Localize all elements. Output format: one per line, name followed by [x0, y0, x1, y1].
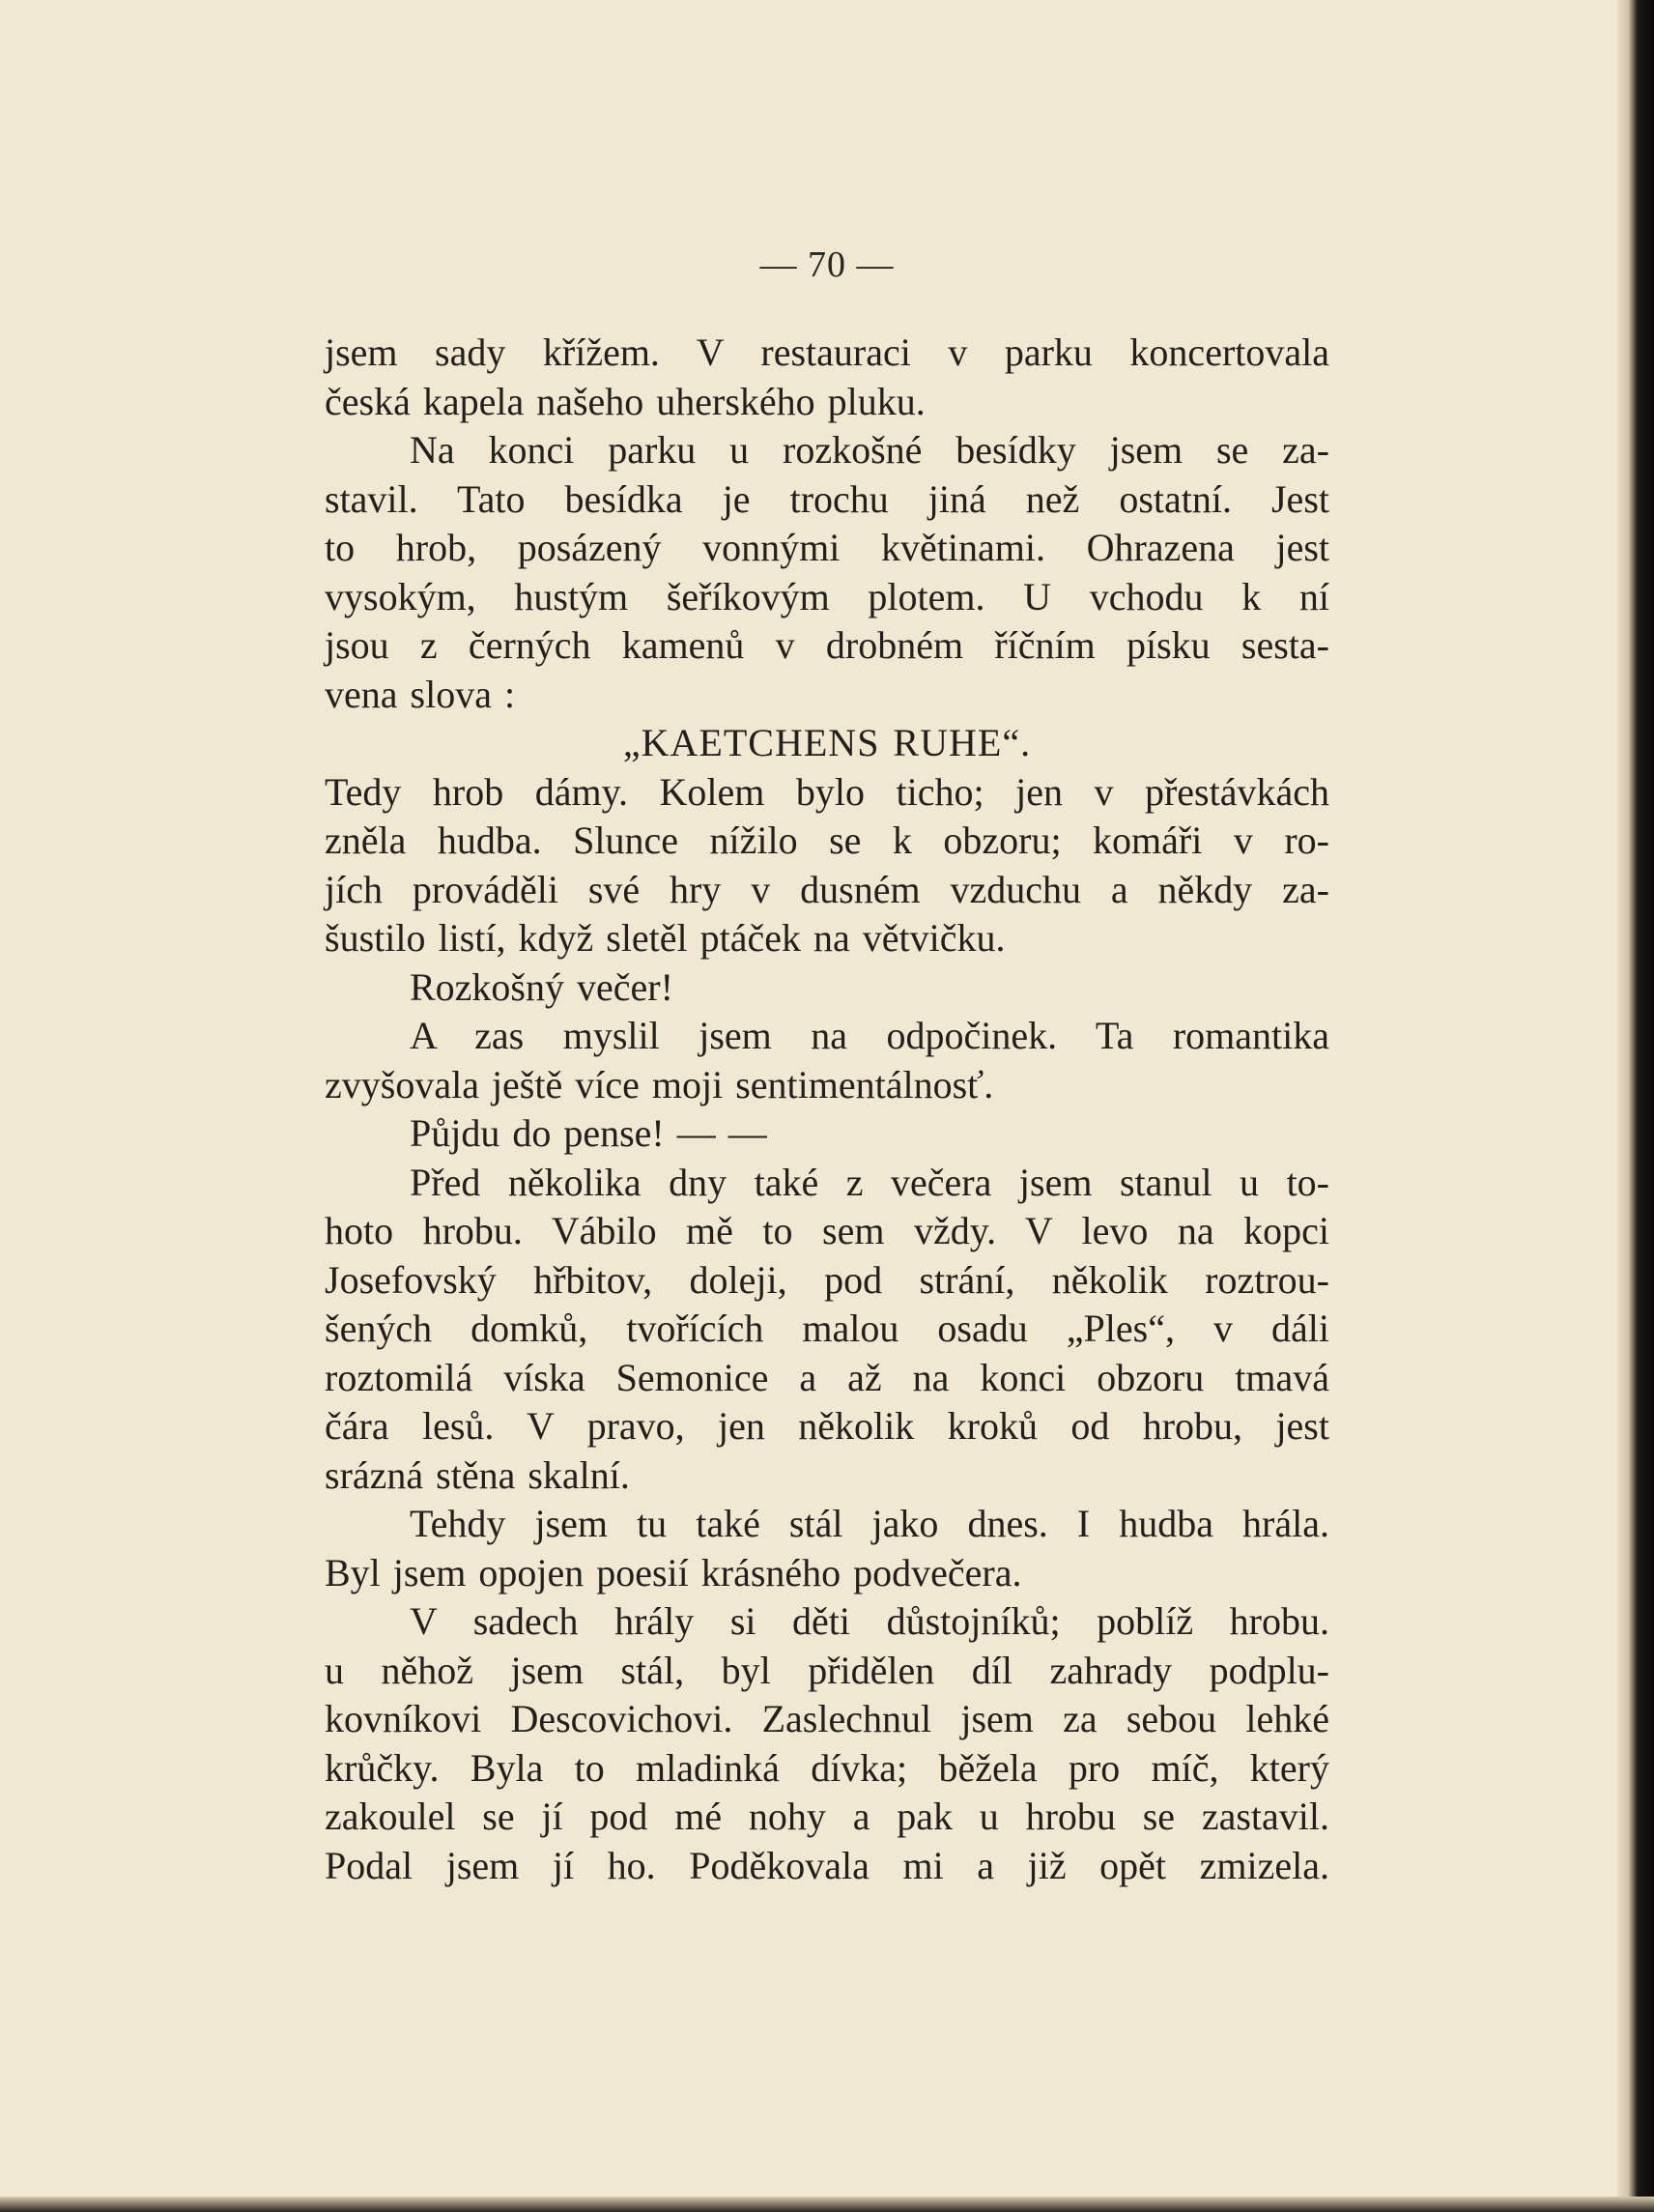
text-line: Rozkošný večer!	[410, 964, 673, 1009]
text-line: Tedy hrob dámy. Kolem bylo ticho; jen v přestávkách	[325, 769, 1329, 814]
text-line: V sadech hrály si děti důstojníků; poblíž hrobu.	[410, 1599, 1329, 1643]
text-line: stavil. Tato besídka je trochu jiná než ostatní. Jest	[325, 476, 1329, 521]
text-line: hoto hrobu. Vábilo mě to sem vždy. V levo na kopci	[325, 1209, 1329, 1252]
text-line: srázná stěna skalní.	[325, 1452, 630, 1497]
text-line: jsou z černých kamenů v drobném říčním písku sesta-	[325, 623, 1329, 667]
body-text	[325, 329, 1329, 1890]
centered-inscription: „KAETCHENS RUHE“.	[622, 721, 1032, 764]
text-line: Půjdu do pense! — —	[410, 1111, 767, 1155]
page-binding-edge	[1617, 0, 1654, 2212]
text-line: zakoulel se jí pod mé nohy a pak u hrobu se zastavil.	[325, 1795, 1329, 1838]
text-line: vysokým, hustým šeříkovým plotem. U vchodu k ní	[325, 574, 1329, 618]
text-line: roztomilá víska Semonice a až na konci obzoru tmavá	[325, 1355, 1329, 1399]
text-line: jsem sady křížem. V restauraci v parku koncertovala	[325, 330, 1329, 374]
text-line: u něhož jsem stál, byl přidělen díl zahrady podplu-	[325, 1648, 1329, 1692]
text-line: Podal jsem jí ho. Poděkovala mi a již opět zmizela.	[325, 1843, 1329, 1887]
text-line: A zas myslil jsem na odpočinek. Ta romantika	[410, 1014, 1329, 1057]
page-number: — 70 —	[759, 244, 895, 285]
text-line: jích prováděli své hry v dusném vzduchu a někdy za-	[325, 867, 1329, 911]
text-line: šustilo listí, když sletěl ptáček na větvičku.	[325, 916, 1006, 960]
text-line: šených domků, tvořících malou osadu „Ples“, v dáli	[325, 1307, 1329, 1350]
text-line: vena slova :	[325, 672, 516, 716]
text-line: to hrob, posázený vonnými květinami. Ohrazena jest	[325, 526, 1329, 569]
text-line: Před několika dny také z večera jsem stanul u to-	[410, 1160, 1329, 1204]
text-line: zněla hudba. Slunce nížilo se k obzoru; komáři v ro-	[325, 819, 1329, 862]
text-line: Na konci parku u rozkošné besídky jsem se za-	[410, 428, 1329, 472]
text-line: kovníkovi Descovichovi. Zaslechnul jsem za sebou lehké	[325, 1697, 1329, 1740]
page-bottom-edge	[0, 2197, 1654, 2212]
text-line: Josefovský hřbitov, doleji, pod strání, několik roztrou-	[325, 1257, 1329, 1302]
text-line: Tehdy jsem tu také stál jako dnes. I hudba hrála.	[410, 1502, 1329, 1545]
text-line: Byl jsem opojen poesií krásného podvečera.	[325, 1550, 1022, 1594]
text-line: čára lesů. V pravo, jen několik kroků od hrobu, jest	[325, 1404, 1329, 1448]
text-line: zvyšovala ještě více moji sentimentálnosť.	[325, 1062, 994, 1106]
text-line: česká kapela našeho uherského pluku.	[325, 379, 926, 423]
text-line: krůčky. Byla to mladinká dívka; běžela pro míč, který	[325, 1745, 1329, 1790]
